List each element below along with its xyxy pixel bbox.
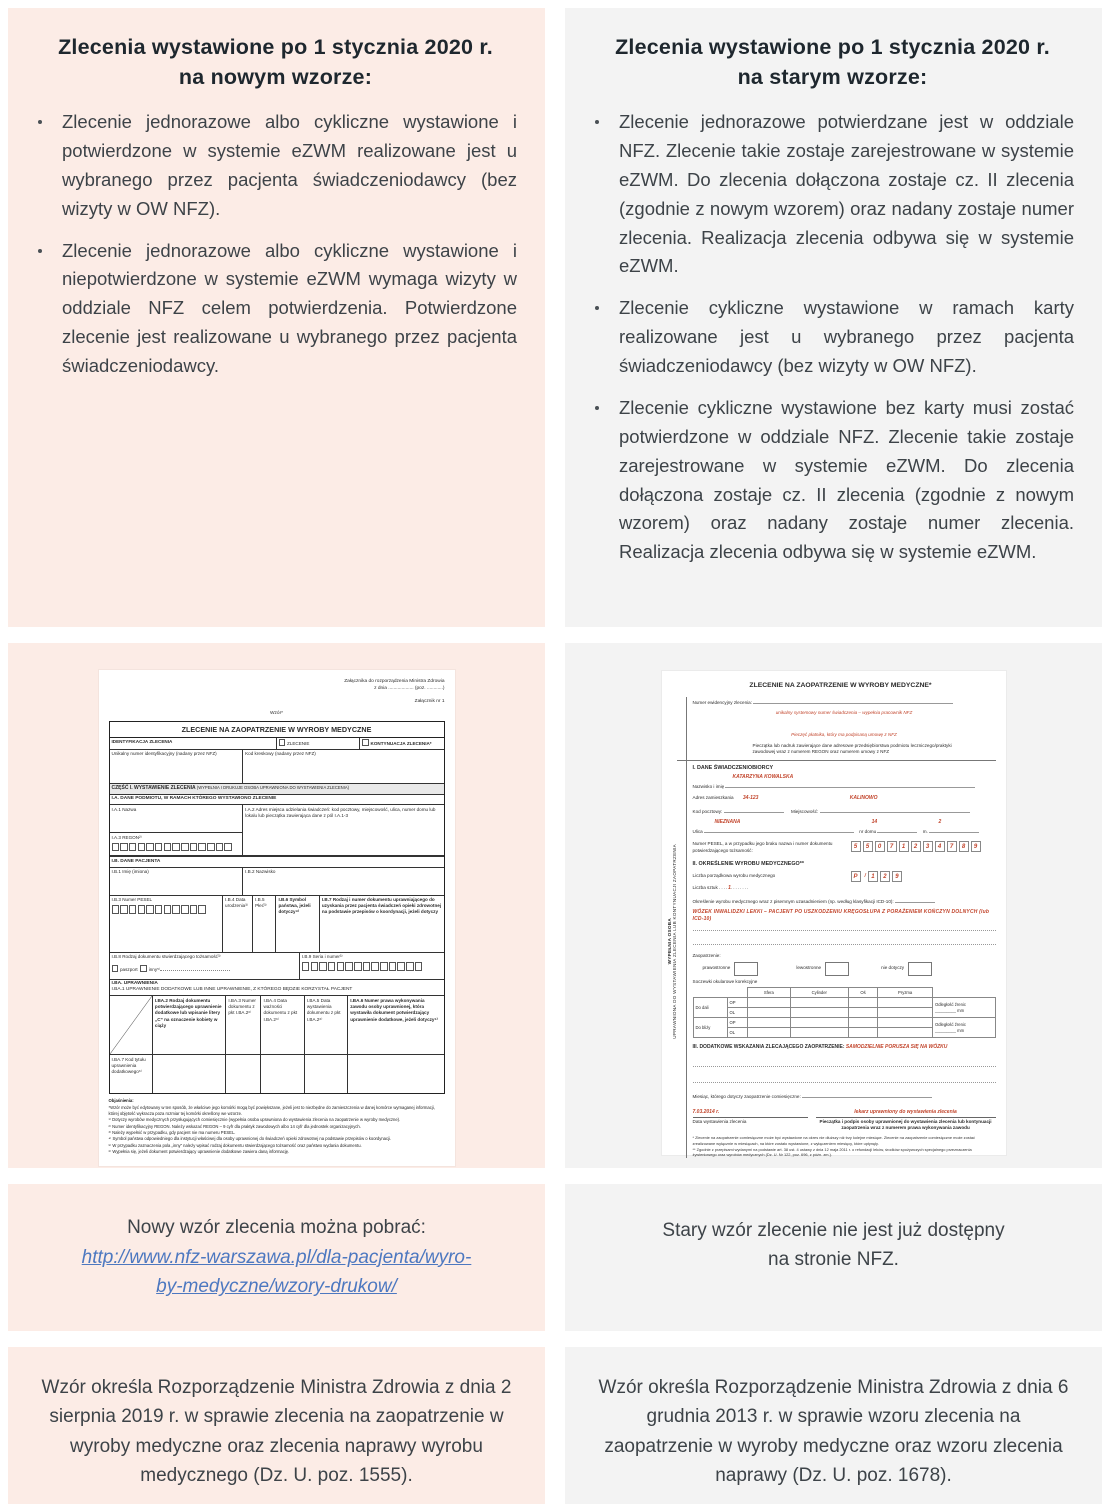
form-box: 7 [887, 841, 897, 852]
ia-left-col [110, 805, 244, 855]
lens-value-cell [848, 998, 878, 1008]
new-form-table [109, 721, 445, 1094]
postal-label: Kod pocztowy: [692, 808, 723, 814]
pesel-boxes [112, 905, 221, 916]
section3-row [693, 1044, 996, 1051]
ib5-field: I.B.5 Płeć³⁾ [253, 896, 276, 952]
form-box [354, 962, 362, 971]
form-box: 0 [875, 841, 885, 852]
form-box [120, 905, 128, 914]
pesel-label: Numer PESEL, a w przypadku jego braku nazwa i numer dokumentu potwierdzającego tożsamość: [692, 841, 833, 853]
bullet-dot-icon [30, 108, 62, 223]
pd-cell: Odległość źrenic _________ mm [933, 998, 996, 1018]
empty-cell [727, 988, 748, 998]
signature-label: Pieczątka i podpis osoby uprawnionej do wystawienia zlecenia lub kontynuacji zaopatrzenia wraz z numerem prawa wykonywania zawodu [816, 1117, 996, 1132]
blank-line [802, 1091, 932, 1098]
ib6-field: I.B.6 Symbol państwa, jeżeli dotyczy⁴⁾ [276, 896, 319, 952]
download-link-line2[interactable]: by-medyczne/wzory-drukow/ [156, 1276, 397, 1298]
form-box [302, 962, 310, 971]
footnote: ⁵⁾ W przypadku zaznaczenia pola „inny” należy wpisać rodzaj dokumentu stwierdzającego tożsamość oraz państwo wydania dokumentu. [108, 1142, 362, 1148]
form-box [397, 962, 405, 971]
form-box: 2 [880, 871, 890, 882]
empty-cell [348, 1055, 443, 1093]
ib8-label: I.B.8 Rodzaj dokumentu stwierdzającego tożsamość³⁾ [111, 954, 221, 959]
checkbox-label: KONTYNUACJA ZLECENIA* [370, 741, 432, 747]
blank-line [704, 826, 854, 833]
ib1-field: I.B.1 Imię (imiona) [110, 868, 244, 895]
ordinal-row [693, 871, 996, 882]
lens-row [693, 1018, 995, 1028]
iba3-field: I.BA.3 Numer dokumentu z pkt I.BA.2⁶⁾ [226, 996, 261, 1054]
ev-number-label: Numer ewidencyjny zlecenia: [692, 699, 752, 705]
checkbox-icon [112, 965, 119, 972]
old-form-body [686, 697, 996, 1159]
iba7-label: I.BA.7 Kod tytułu uprawnienia dodatkowego⁶⁾ [111, 1056, 146, 1075]
lens-value-cell [748, 1018, 791, 1028]
signature-row [693, 1109, 996, 1132]
ib7-field: I.B.7 Rodzaj i numer dokumentu uprawniającego do uzyskania przez pacjenta świadczeń opieki zdrowotnej na podstawie przepisów o koordynacji, jeżeli dotyczy [321, 897, 442, 915]
flat-value: 2 [938, 819, 942, 826]
lens-value-cell [878, 1018, 933, 1028]
ident-header: IDENTYFIKACJA ZLECENIA [110, 738, 277, 749]
form-box: 2 [911, 841, 921, 852]
lens-value-cell [748, 1028, 791, 1038]
ib3-field [110, 896, 224, 952]
form-box: 4 [935, 841, 945, 852]
date-block [693, 1109, 816, 1132]
bullet-dot-icon [30, 237, 62, 381]
form-box [319, 962, 327, 971]
lens-value-cell [848, 1008, 878, 1018]
form-box [129, 843, 137, 852]
ib2-field: I.B.2 Nazwisko [245, 869, 276, 874]
bullet-text: Zlecenie cykliczne wystawione bez karty musi zostać potwierdzone w oddziale NFZ. Zlecenie takie zostaje zarejestrowane w systemie eZWM. Do zlecenia dołączona zostaje cz. II zlecenia (zgodnie z nowym wzorem) oraz nadany zostaje numer zlecenia. Realizacja zlecenia odbywa się w systemie eZWM. [619, 396, 1074, 563]
availability-panel [565, 1184, 1102, 1331]
ia1-field: I.A.1 Nazwa [110, 805, 243, 833]
side-label-line2: UPRAWNIONA DO WYSTAWIENIA ZLECENIA LUB KONTYNUACJI ZAOPATRZENIA [672, 843, 678, 1039]
quantity-row: Liczba sztuk ....1........ [692, 884, 750, 891]
part1-label: CZĘŚĆ I. WYSTAWIENIE ZLECENIA [111, 785, 196, 792]
ia3-label: I.A.3 REGON²⁾ [111, 834, 142, 840]
ib-header: I.B. DANE PACJENTA [110, 856, 444, 867]
checkbox-icon [362, 739, 369, 746]
form-box [363, 962, 371, 971]
old-rules-list [587, 108, 1078, 567]
form-box [380, 962, 388, 971]
download-text: Nowy wzór zlecenia można pobrać: [127, 1217, 426, 1239]
ordinal-label: Liczba porządkowa wyrobu medycznego [692, 873, 776, 879]
footnote: *Wzór może być edytowany w ten sposób, że właściwe jego komórki mogą być powiększane, jeżeli jest to niezbędne do zamieszczenia w danej komórce wymaganej informacji, której objętość wykracza poza rozmiar tej komórki określony we wzorze. [108, 1104, 435, 1117]
form-box [146, 905, 154, 914]
form-box [112, 905, 120, 914]
pesel-row [110, 896, 444, 953]
empty-cell [693, 988, 727, 998]
quantity-label: Liczba sztuk [692, 884, 718, 890]
lens-col-header: Oś [848, 988, 878, 998]
lens-header-row [693, 988, 995, 998]
date-label: Data wystawienia zlecenia [693, 1117, 808, 1125]
zlecenie-checkbox-cell [277, 738, 361, 749]
pd-cell: Odległość źrenic _________ mm [933, 1018, 996, 1038]
numbers-row [110, 750, 444, 784]
form-footnotes [109, 1098, 445, 1155]
regulation-old-text: Wzór określa Rozporządzenie Ministra Zdrowia z dnia 6 grudnia 2013 r. w sprawie wzoru zlecenia na zaopatrzenie w wyroby medyczne oraz wzoru zlecenia naprawy (Dz. U. poz. 1678). [598, 1377, 1069, 1487]
new-rules-title-line2: na nowym wzorze: [178, 65, 373, 90]
supply-options [703, 962, 996, 976]
iba7-row [110, 1055, 444, 1093]
new-rules-title [30, 32, 521, 92]
form-box: 3 [923, 841, 933, 852]
form-box [172, 905, 180, 914]
lens-eye-label: OP [727, 1018, 748, 1028]
new-form-panel [8, 643, 545, 1168]
form-title: ZLECENIE NA ZAOPATRZENIE W WYROBY MEDYCZNE* [749, 682, 932, 689]
ordinal-digit-boxes [868, 871, 904, 882]
form-box [371, 962, 379, 971]
document-row [110, 953, 444, 980]
form-box [216, 843, 224, 852]
attachment-note [109, 678, 445, 706]
list-item [30, 237, 521, 381]
doctor-value: lekarz uprawniony do wystawienia zlecenia [854, 1108, 957, 1115]
old-rules-title-line2: na starym wzorze: [737, 65, 928, 90]
house-label: nr domu [859, 829, 877, 835]
ia2-field: I.A.2 Adres miejsca udzielania świadczeń: kod pocztowy, miejscowość, ulica, numer domu lub lokalu lub pieczątka zawierająca dane z pól I.A.1-3 [245, 806, 436, 818]
blank-line [724, 806, 784, 813]
form-box [198, 843, 206, 852]
empty-cell [305, 1055, 348, 1093]
lens-value-cell [848, 1028, 878, 1038]
lens-value-cell [790, 998, 848, 1008]
street-row [693, 826, 996, 835]
supply-option-label: prawostronne [702, 965, 731, 971]
iba4-field: I.BA.4 Data ważności dokumentu z pkt I.BA.2⁶⁾ [261, 996, 304, 1054]
description-value: WÓZEK INWALIDZKI LEKKI – PACJENT PO USZKODZENIU KRĘGOSŁUPA Z PORAŻENIEM KOŃCZYN DOLNYCH (lub ICD-10) [692, 909, 990, 923]
form-box [155, 843, 163, 852]
supply-option-label: lewostronne [796, 965, 822, 971]
slash: / [864, 872, 866, 879]
bullet-text: Zlecenie cykliczne wystawione w ramach karty realizowane jest u wybranego przez pacjenta świadczeniodawcy (bez wizyty w OW NFZ). [619, 297, 1074, 377]
quantity-value: 1 [728, 884, 731, 891]
form-box [138, 905, 146, 914]
new-rules-panel [8, 8, 545, 627]
iba5-field: I.BA.5 Data wystawienia dokumentu z pkt I.BA.2⁶⁾ [305, 996, 348, 1054]
bullet-dot-icon [587, 394, 619, 567]
form-box: 1 [868, 871, 878, 882]
lens-eye-label: OL [727, 1008, 748, 1018]
footnote: * Zlecenie na zaopatrzenie comiesięczne może być wystawione na okres nie dłuższy niż trzy kolejne miesiące. Zlecenie na zaopatrzenie comiesięczne może zostać zrealizowane wyłącznie w miesiącach, na które zostało wystawione, z wyłączeniem miesięcy, które upłynęły. [692, 1135, 975, 1147]
lens-value-cell [748, 1008, 791, 1018]
section1-header: I. DANE ŚWIADCZENIOBIORCY [692, 764, 774, 771]
form-box [345, 962, 353, 971]
new-form-image [99, 670, 455, 1166]
form-box [198, 905, 206, 914]
attachment-number: Załącznik nr 1 [414, 699, 445, 705]
ordinal-prefix-box [851, 871, 863, 882]
form-box: 7 [947, 841, 957, 852]
iba7-field [110, 1055, 153, 1093]
checkbox-icon [140, 965, 147, 972]
iba-header [110, 980, 444, 997]
ib8-field [110, 953, 300, 979]
supply-label: Zaopatrzenie: [692, 953, 721, 959]
new-rules-title-line1: Zlecenia wystawione po 1 stycznia 2020 r. [58, 35, 493, 59]
ident-row [110, 738, 444, 750]
lens-value-cell [748, 998, 791, 1008]
form-box: 9 [892, 871, 902, 882]
section2-header: II. OKREŚLENIE WYROBU MEDYCZNEGO** [692, 861, 804, 868]
empty-cell [933, 988, 996, 998]
form-box: 5 [863, 841, 873, 852]
lens-col-header: Pryzma [878, 988, 933, 998]
empty-cell [153, 1055, 226, 1093]
list-item [587, 108, 1078, 281]
form-footnotes [693, 1135, 996, 1158]
blank-line [112, 1088, 140, 1094]
lenses-table [693, 987, 996, 1038]
blank-line [929, 826, 979, 833]
side-label [667, 791, 679, 1091]
seria-boxes [302, 962, 442, 973]
month-label: Miesiąc, którego dotyczy zaopatrzenie comiesięczne: [692, 1094, 801, 1100]
iba2-field: I.BA.2 Rodzaj dokumentu potwierdzającego uprawnienie dodatkowe lub wpisanie litery „C” na oznaczenie kobiety w ciąży [153, 996, 226, 1054]
footnote: ³⁾ Należy wypełnić w przypadku, gdy pacjent nie ma numeru PESEL. [108, 1129, 236, 1135]
iba-title: I.BA. UPRAWNIENIA [111, 981, 158, 986]
form-title: ZLECENIE NA ZAOPATRZENIE W WYROBY MEDYCZNE [110, 722, 444, 738]
divider [677, 760, 996, 761]
lens-value-cell [878, 998, 933, 1008]
postal-city-row [693, 806, 996, 815]
blank-line [693, 923, 996, 931]
iba-table-row [110, 996, 444, 1055]
form-box [120, 843, 128, 852]
street-values-row [693, 819, 996, 826]
lens-col-header: Sfera [748, 988, 791, 998]
ia-row [110, 805, 444, 856]
form-box [164, 905, 172, 914]
part1-note: (WYPEŁNIA I DRUKUJE OSOBA UPRAWNIONA DO WYSTAWIENIA ZLECENIA) [196, 785, 350, 791]
month-row [693, 1091, 996, 1100]
form-box [155, 905, 163, 914]
blank-line [160, 964, 230, 971]
download-panel [8, 1184, 545, 1331]
iba6-field: I.BA.6 Numer prawa wykonywania zawodu osoby uprawnionej, która wystawiła dokument potwierdzający uprawnienie dodatkowe, jeżeli dotyczy⁶⁾ [350, 997, 438, 1022]
form-box [164, 843, 172, 852]
form-box [146, 843, 154, 852]
form-box [328, 962, 336, 971]
blank-line [895, 896, 935, 903]
form-box [129, 905, 137, 914]
blank-line [725, 781, 975, 788]
footnote: ⁴⁾ Symbol państwa odpowiedniego dla instytucji właściwej dla osoby uprawnionej do świadczeń opieki zdrowotnej na podstawie przepisów o koordynacji. [108, 1136, 392, 1142]
regon-boxes [112, 843, 241, 854]
form-box [337, 962, 345, 971]
old-rules-title-line1: Zlecenia wystawione po 1 stycznia 2020 r. [615, 35, 1050, 59]
ib8-options [112, 964, 297, 973]
postal-value: 34-123 [742, 794, 759, 801]
description-row [693, 896, 996, 905]
blank-line [877, 826, 917, 833]
bullet-dot-icon [587, 294, 619, 381]
bullet-text: Zlecenie jednorazowe potwierdzane jest w oddziale NFZ. Zlecenie takie zostaje zarejestrowane w systemie eZWM. Do zlecenia dołączona zostaje cz. II zlecenia (zgodnie z nowym wzorem) oraz nadany zostaje numer zlecenia. Realizacja zlecenia odbywa się w systemie eZWM. [619, 111, 1074, 277]
blank-line [820, 806, 970, 813]
availability-text-line1: Stary wzór zlecenie nie jest już dostępny [662, 1220, 1005, 1241]
name-row [693, 781, 996, 790]
paszport-label: paszport [120, 967, 138, 973]
ib3-label: I.B.3 Numer PESEL [111, 897, 153, 902]
form-box [190, 843, 198, 852]
form-box [389, 962, 397, 971]
bullet-text: Zlecenie jednorazowe albo cykliczne wystawione i potwierdzone w systemie eZWM realizowane jest u wybranego przez pacjenta świadczeniodawcy (bez wizyty w OW NFZ). [62, 111, 517, 219]
bullet-dot-icon [587, 108, 619, 281]
ib9-label: I.B.9 Seria i numer³⁾ [301, 954, 343, 959]
form-box [181, 843, 189, 852]
pesel-row [693, 841, 996, 854]
ib4-field: I.B.4 Data urodzenia³⁾ [223, 896, 253, 952]
blank-line [693, 1075, 996, 1083]
form-box: P [851, 871, 861, 882]
form-box [207, 843, 215, 852]
list-item [587, 394, 1078, 567]
old-rules-title [587, 32, 1078, 92]
street-label: Ulica [692, 829, 703, 835]
form-box: 8 [959, 841, 969, 852]
payer-stamp-note: Pieczęć płatnika, który ma podpisaną umowę z NFZ [791, 732, 897, 738]
download-link[interactable] [82, 1243, 472, 1302]
regulation-old-panel [565, 1347, 1102, 1504]
lens-row [693, 998, 995, 1008]
availability-text-line2: na stronie NFZ. [768, 1249, 899, 1271]
supply-option-label: nie dotyczy [881, 965, 905, 971]
form-box [112, 843, 120, 852]
name-row [110, 868, 444, 896]
checkbox-icon [734, 962, 758, 976]
checkbox-icon [825, 962, 849, 976]
empty-cell [226, 1055, 261, 1093]
ib9-field [300, 953, 444, 979]
ia-header: I.A. DANE PODMIOTU, W RAMACH KTÓREGO WYSTAWIONO ZLECENIE [110, 795, 444, 805]
unique-number-field: Unikalny numer identyfikacyjny (nadany przez NFZ) [110, 750, 244, 783]
checkbox-icon [908, 962, 932, 976]
section3-value: SAMODZIELNIE PORUSZA SIĘ NA WÓZKU [845, 1044, 948, 1051]
section3-header: III. DODATKOWE WSKAZANIA ZLECAJĄCEGO ZAOPATRZENIE: [692, 1044, 845, 1051]
list-item [30, 108, 521, 223]
old-rules-panel [565, 8, 1102, 627]
attachment-note-line2: z dnia ................... (poz. ............) [374, 686, 445, 692]
lens-eye-label: OL [727, 1028, 748, 1038]
old-form-panel [565, 643, 1102, 1168]
lens-value-cell [878, 1028, 933, 1038]
city-value: KALINOWO [849, 794, 878, 801]
footnote: ** Zgodnie z przepisami wydanymi na podstawie art. 38 ust. 4 ustawy z dnia 12 maja 2011 r. o refundacji leków, środków spożywczych specjalnego przeznaczenia żywieniowego oraz wyrobów medycznych (Dz. U. Nr 122, poz. 696, z późn. zm.). [692, 1146, 972, 1158]
pesel-boxes [851, 841, 983, 854]
kontynuacja-checkbox-cell [360, 738, 444, 749]
form-box [415, 962, 423, 971]
lenses-label: Soczewki okularowe korekcyjne [692, 978, 758, 984]
form-box [224, 843, 232, 852]
ev-number-row [693, 697, 996, 706]
part1-band [110, 784, 444, 795]
date-value: 7.03.2014 r. [692, 1108, 720, 1115]
stamp-note: Pieczątka lub nadruk zawierające dane adresowe przedsiębiorstwa podmiotu leczniczego/praktyki zawodowej wraz z numerem REGON oraz numerem umowy z NFZ [752, 742, 952, 755]
address-row [693, 795, 996, 802]
lens-value-cell [790, 1008, 848, 1018]
lens-value-cell [848, 1018, 878, 1028]
blank-line [693, 937, 996, 945]
old-form-image [662, 671, 1006, 1158]
form-box [138, 843, 146, 852]
ia3-field [110, 833, 243, 855]
description-label: Określenie wyrobu medycznego wraz z pisemnym uzasadnieniem (np. według klasyfikacji ICD-10): [692, 898, 894, 904]
regulation-new-panel [8, 1347, 545, 1504]
footnote: ⁶⁾ Wypełnia się, jeżeli dokument potwierdzający uprawnienie dodatkowe zawiera daną informację. [108, 1148, 290, 1154]
blank-line [693, 1059, 996, 1067]
form-box: 9 [971, 841, 981, 852]
checkbox-icon [279, 739, 286, 746]
blank-line [753, 697, 953, 704]
lens-value-cell [878, 1008, 933, 1018]
form-box: 1 [899, 841, 909, 852]
name-label: Nazwisko i imię [692, 784, 725, 790]
download-link-line1[interactable]: http://www.nfz-warszawa.pl/dla-pacjenta/wyro- [81, 1246, 472, 1268]
lens-row-label: Do bliży [693, 1018, 727, 1038]
lens-value-cell [790, 1028, 848, 1038]
signature-block [816, 1109, 996, 1132]
patient-name-value: KATARZYNA KOWALSKA [732, 774, 794, 781]
lens-eye-label: OP [727, 998, 748, 1008]
footnote: ²⁾ Numer identyfikacyjny REGON. Należy wskazać REGON – 9 cyfr dla praktyk zawodowych albo 14 cyfr dla jednostek organizacyjnych. [108, 1123, 361, 1129]
form-box [311, 962, 319, 971]
diagonal-cell [110, 996, 153, 1054]
lens-row-label: Do dali [693, 998, 727, 1018]
lens-col-header: Cylinder [790, 988, 848, 998]
regulation-new-text: Wzór określa Rozporządzenie Ministra Zdrowia z dnia 2 sierpnia 2019 r. w sprawie zlecenia na zaopatrzenie w wyroby medyczne oraz zlecenia naprawy wyrobu medycznego (Dz. U. poz. 1555). [41, 1377, 512, 1487]
empty-cell [261, 1055, 304, 1093]
list-item [587, 294, 1078, 381]
form-box [190, 905, 198, 914]
attachment-note-line1: Załącznika do rozporządzenia Ministra Zdrowia [344, 679, 445, 684]
barcode-field: Kod kreskowy (nadany przez NFZ) [245, 751, 316, 757]
wzor-label: Wzór* [269, 710, 284, 716]
form-box [172, 843, 180, 852]
flat-label: m. [922, 829, 928, 835]
street-value: NIEZNANA [714, 819, 741, 826]
inny-label: inny⁵⁾ [148, 967, 161, 973]
footnotes-header: Objaśnienia: [108, 1098, 134, 1104]
bullet-text: Zlecenie jednorazowe albo cykliczne wystawione i niepotwierdzone w systemie eZWM wymaga wizyty w oddziale NFZ celem potwierdzenia. Potwierdzone zlecenie jest realizowane u wybranego przez pacjenta świadczeniodawcy. [62, 239, 517, 377]
lens-value-cell [790, 1018, 848, 1028]
form-box: 5 [851, 841, 861, 852]
new-rules-list [30, 108, 521, 381]
house-value: 14 [871, 819, 878, 826]
city-label: Miejscowość: [790, 808, 819, 814]
form-box [181, 905, 189, 914]
side-label-line1: WYPEŁNIA OSOBA [666, 917, 672, 965]
iba1-label: I.BA.1 UPRAWNIENIE DODATKOWE LUB INNE UPRAWNIENIE, Z KTÓREGO BĘDZIE KORZYSTAŁ PACJENT [111, 987, 353, 993]
ev-number-note: unikalny systemowy numer świadczenia – wypełnia pracownik NFZ [775, 709, 913, 715]
footnote: ¹⁾ Dotyczy wyrobów medycznych przysługujących comiesięcznie (wypełnia osoba uprawniona do wystawienia zlecenia na zaopatrzenie w wyroby medyczne). [108, 1117, 401, 1123]
form-box [406, 962, 414, 971]
address-label: Adres zamieszkania [692, 794, 734, 800]
checkbox-label: ZLECENIE [287, 741, 310, 747]
